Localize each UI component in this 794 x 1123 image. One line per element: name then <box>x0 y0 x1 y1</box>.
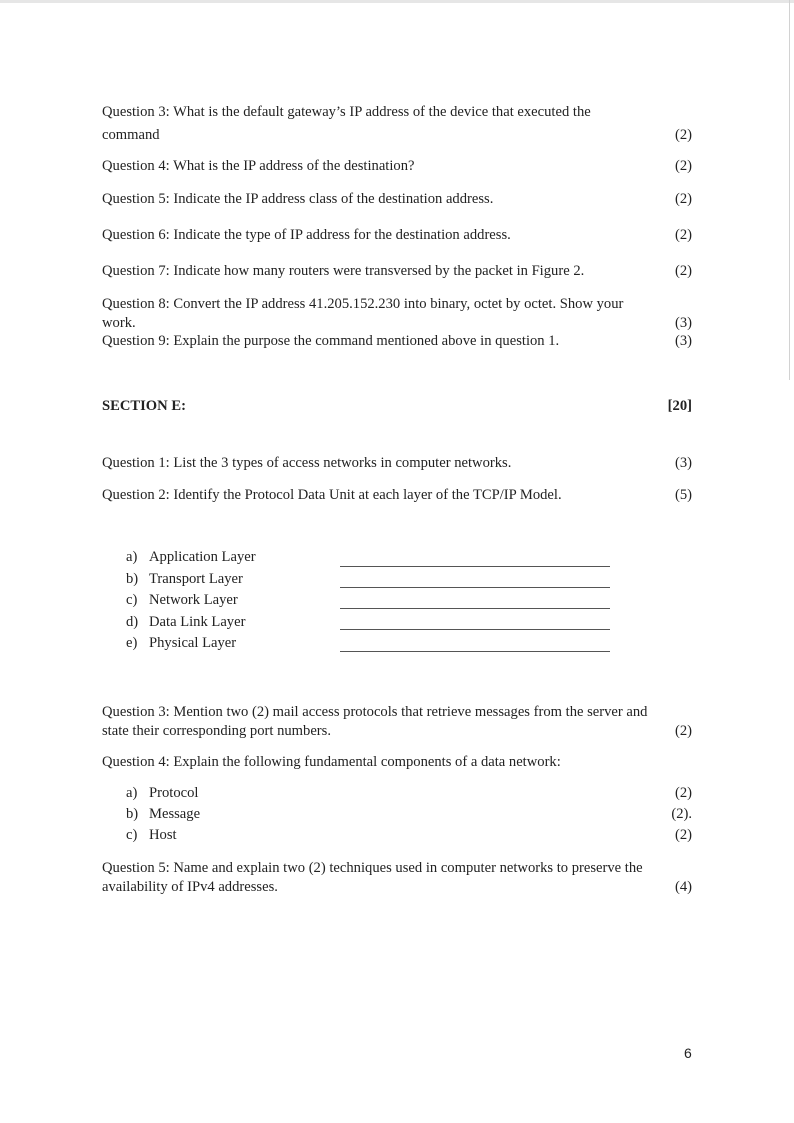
answer-line[interactable] <box>340 608 610 609</box>
question-d8 <box>102 295 692 333</box>
answer-line[interactable] <box>340 629 610 630</box>
scan-edge-top <box>0 0 794 3</box>
question-marks: (2) <box>674 127 692 143</box>
question-marks: (3) <box>674 455 692 471</box>
question-text: Question 1: List the 3 types of access networks in computer networks. <box>102 455 512 471</box>
question-text-cont: availability of IPv4 addresses. <box>102 879 278 895</box>
question-text: Question 4: What is the IP address of the destination? <box>102 158 415 174</box>
question-e3 <box>102 703 692 741</box>
answer-line[interactable] <box>340 651 610 652</box>
item-label: b) <box>126 570 139 587</box>
question-marks: (5) <box>674 487 692 503</box>
question-d4 <box>102 157 692 176</box>
question-d7 <box>102 262 692 281</box>
question-marks: (3) <box>674 315 692 331</box>
item-text: Network Layer <box>149 592 238 608</box>
section-e-heading <box>102 398 692 415</box>
question-marks: (2) <box>674 227 692 243</box>
question-text-cont: command <box>102 127 160 143</box>
scan-edge-right <box>789 0 790 380</box>
list-item <box>126 804 692 825</box>
question-marks: (2) <box>674 263 692 279</box>
question-marks: (2) <box>674 158 692 174</box>
section-marks: [20] <box>667 398 692 414</box>
question-marks: (2) <box>674 191 692 207</box>
question-e1 <box>102 454 692 473</box>
layer-list <box>126 547 256 655</box>
question-text: Question 7: Indicate how many routers were transversed by the packet in Figure 2. <box>102 263 585 279</box>
item-label: e) <box>126 635 138 651</box>
question-text: Question 2: Identify the Protocol Data Unit at each layer of the TCP/IP Model. <box>102 487 562 503</box>
item-text: Transport Layer <box>149 570 243 587</box>
section-title: SECTION E: <box>102 398 186 414</box>
item-text: Host <box>149 827 177 843</box>
item-text: Data Link Layer <box>149 613 246 630</box>
item-label: d) <box>126 613 139 630</box>
question-text: Question 4: Explain the following fundamental components of a data network: <box>102 754 561 770</box>
question-text: Question 8: Convert the IP address 41.205.152.230 into binary, octet by octet. Show your <box>102 296 624 312</box>
item-text: Application Layer <box>149 549 256 565</box>
question-text: Question 6: Indicate the type of IP address for the destination address. <box>102 227 511 243</box>
component-list <box>126 783 692 846</box>
list-item <box>126 569 256 591</box>
question-text: Question 5: Name and explain two (2) techniques used in computer networks to preserve the <box>102 860 643 876</box>
answer-line[interactable] <box>340 566 610 567</box>
item-label: b) <box>126 806 139 822</box>
question-d5 <box>102 190 692 209</box>
page-number: 6 <box>684 1045 692 1061</box>
question-text-cont: state their corresponding port numbers. <box>102 723 331 739</box>
question-text: Question 9: Explain the purpose the command mentioned above in question 1. <box>102 333 560 349</box>
item-label: c) <box>126 592 138 608</box>
question-text: Question 5: Indicate the IP address class of the destination address. <box>102 191 494 207</box>
list-item <box>126 612 256 634</box>
question-text-cont: work. <box>102 315 136 331</box>
question-marks: (4) <box>674 879 692 895</box>
question-text: Question 3: What is the default gateway’s IP address of the device that executed the <box>102 104 591 120</box>
item-marks: (2) <box>674 827 692 843</box>
question-e4 <box>102 753 692 772</box>
item-text: Message <box>149 806 201 822</box>
item-label: a) <box>126 549 138 565</box>
question-e2 <box>102 486 692 505</box>
question-d9 <box>102 332 692 351</box>
list-item <box>126 547 256 569</box>
list-item <box>126 590 256 612</box>
item-text: Physical Layer <box>149 635 237 651</box>
item-marks: (2) <box>674 785 692 801</box>
question-d3 <box>102 103 692 145</box>
question-d6 <box>102 226 692 245</box>
list-item <box>126 783 692 804</box>
item-label: a) <box>126 785 138 801</box>
question-marks: (3) <box>674 333 692 349</box>
item-marks: (2). <box>671 806 692 822</box>
item-text: Protocol <box>149 785 199 801</box>
answer-line[interactable] <box>340 587 610 588</box>
question-e5 <box>102 859 692 897</box>
list-item <box>126 633 256 655</box>
question-text: Question 3: Mention two (2) mail access protocols that retrieve messages from the server and <box>102 704 648 720</box>
question-marks: (2) <box>674 723 692 739</box>
list-item <box>126 825 692 846</box>
item-label: c) <box>126 827 138 843</box>
